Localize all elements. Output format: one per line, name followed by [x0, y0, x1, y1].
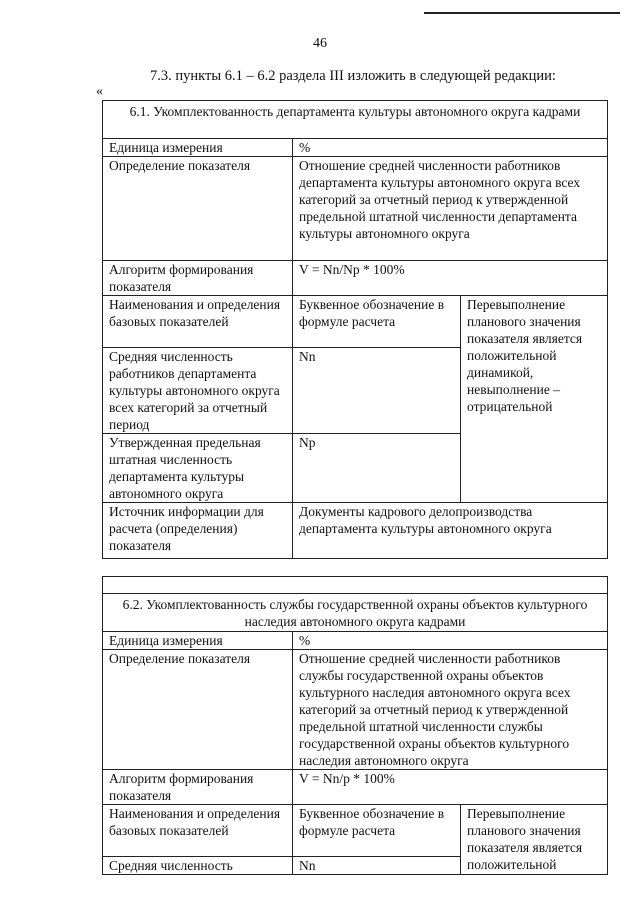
- algorithm-label: Алгоритм формирования показателя: [103, 261, 293, 296]
- dynamics-note: Перевыполнение планового значения показателя является положительной: [461, 805, 608, 875]
- indicator-table-6-2: [102, 576, 608, 875]
- table-row: [103, 770, 608, 805]
- table-row: [103, 594, 608, 632]
- empty-row: [103, 577, 608, 594]
- base-indicators-label: Наименования и определения базовых показателей: [103, 296, 293, 348]
- base-indicator-symbol: Np: [293, 434, 461, 503]
- source-label: Источник информации для расчета (определения) показателя: [103, 503, 293, 559]
- table-title: 6.2. Укомплектованность службы государственной охраны объектов культурного наследия автономного округа кадрами: [103, 594, 608, 632]
- base-indicator-name: Утвержденная предельная штатная численность департамента культуры автономного округа: [103, 434, 293, 503]
- table-row: [103, 577, 608, 594]
- algorithm-label: Алгоритм формирования показателя: [103, 770, 293, 805]
- table-row: [103, 296, 608, 348]
- unit-label: Единица измерения: [103, 632, 293, 650]
- intro-paragraph: 7.3. пункты 6.1 – 6.2 раздела III изложить в следующей редакции:: [150, 68, 556, 84]
- top-rule: [424, 12, 620, 14]
- opening-quote: «: [96, 84, 103, 99]
- algorithm-value: V = Nn/p * 100%: [293, 770, 608, 805]
- base-indicators-label: Наименования и определения базовых показателей: [103, 805, 293, 857]
- definition-value: Отношение средней численности работников департамента культуры автономного округа всех категорий за отчетный период к утвержденной предельной штатной численности департамента культуры автономного округа: [293, 157, 608, 261]
- table-row: [103, 101, 608, 139]
- table-row: [103, 632, 608, 650]
- symbol-header: Буквенное обозначение в формуле расчета: [293, 805, 461, 857]
- table-row: [103, 157, 608, 261]
- unit-label: Единица измерения: [103, 139, 293, 157]
- definition-value: Отношение средней численности работников службы государственной охраны объектов культурного наследия автономного округа всех категорий за отчетный период к утвержденной предельной штатной численности службы государственной охраны объектов культурного наследия автономного округа: [293, 650, 608, 770]
- base-indicator-symbol: Nn: [293, 348, 461, 434]
- table-row: [103, 261, 608, 296]
- unit-value: %: [293, 632, 608, 650]
- table-row: [103, 805, 608, 857]
- base-indicator-name: Средняя численность: [103, 857, 293, 875]
- indicator-table-6-1: [102, 100, 608, 559]
- source-value: Документы кадрового делопроизводства департамента культуры автономного округа: [293, 503, 608, 559]
- algorithm-value: V = Nn/Np * 100%: [293, 261, 608, 296]
- symbol-header: Буквенное обозначение в формуле расчета: [293, 296, 461, 348]
- page-number: 46: [313, 36, 327, 51]
- table-row: [103, 139, 608, 157]
- unit-value: %: [293, 139, 608, 157]
- base-indicator-symbol: Nn: [293, 857, 461, 875]
- table-title: 6.1. Укомплектованность департамента культуры автономного округа кадрами: [103, 101, 608, 139]
- dynamics-note: Перевыполнение планового значения показателя является положительной динамикой, невыполнение – отрицательной: [461, 296, 608, 503]
- table-row: [103, 650, 608, 770]
- definition-label: Определение показателя: [103, 157, 293, 261]
- base-indicator-name: Средняя численность работников департамента культуры автономного округа всех категорий за отчетный период: [103, 348, 293, 434]
- definition-label: Определение показателя: [103, 650, 293, 770]
- table-row: [103, 503, 608, 559]
